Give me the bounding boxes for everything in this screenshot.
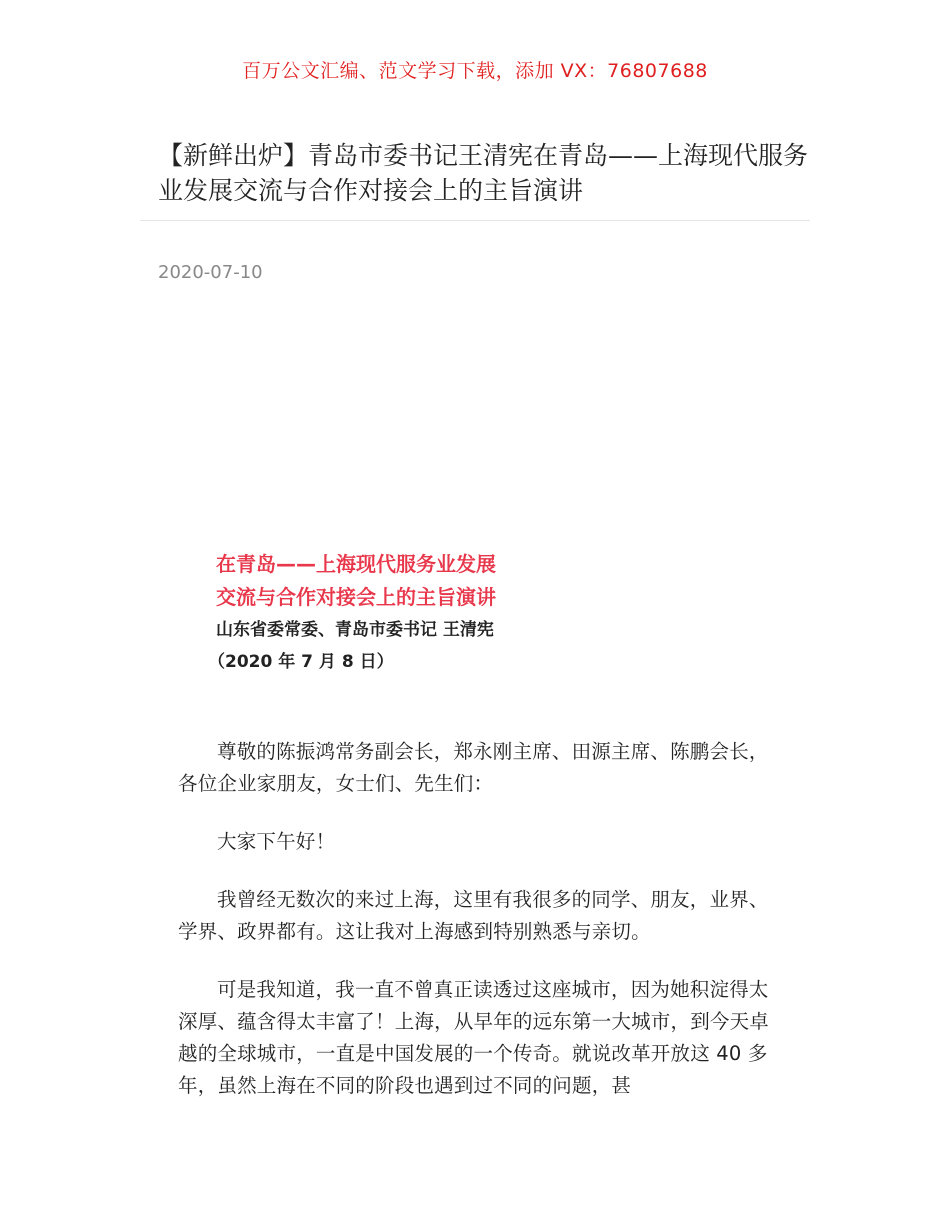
- body-paragraph-hello: 大家下午好！: [217, 830, 336, 853]
- body-paragraph: 我曾经无数次的来过上海，这里有我很多的同学、朋友，业界、学界、政界都有。这让我对上海感到特别熟悉与亲切。: [178, 888, 769, 943]
- article-title: 【新鲜出炉】青岛市委书记王清宪在青岛——上海现代服务业发展交流与合作对接会上的主旨演讲: [158, 141, 809, 205]
- speech-title-line-2: 交流与合作对接会上的主旨演讲: [216, 585, 496, 609]
- top-banner-ad: 百万公文汇编、范文学习下载，添加 VX：76807688: [242, 60, 708, 82]
- speech-title-line-1: 在青岛——上海现代服务业发展: [216, 552, 496, 576]
- body-paragraph-greeting: 尊敬的陈振鸿常务副会长，郑永刚主席、田源主席、陈鹏会长，各位企业家朋友，女士们、先生们：: [178, 740, 769, 795]
- speech-body: [178, 736, 774, 1128]
- body-paragraph: 可是我知道，我一直不曾真正读透过这座城市，因为她积淀得太深厚、蕴含得太丰富了！上海，从早年的远东第一大城市，到今天卓越的全球城市，一直是中国发展的一个传奇。就说改革开放这 40 多年，虽然上海在不同的阶段也遇到过不同的问题，甚: [178, 978, 770, 1097]
- publish-date: 2020-07-10: [158, 262, 263, 283]
- speech-speaker: 山东省委常委、青岛市委书记 王清宪: [216, 620, 494, 640]
- title-divider: [140, 220, 810, 221]
- speech-header: [208, 548, 776, 678]
- speech-date: （2020 年 7 月 8 日）: [208, 652, 394, 672]
